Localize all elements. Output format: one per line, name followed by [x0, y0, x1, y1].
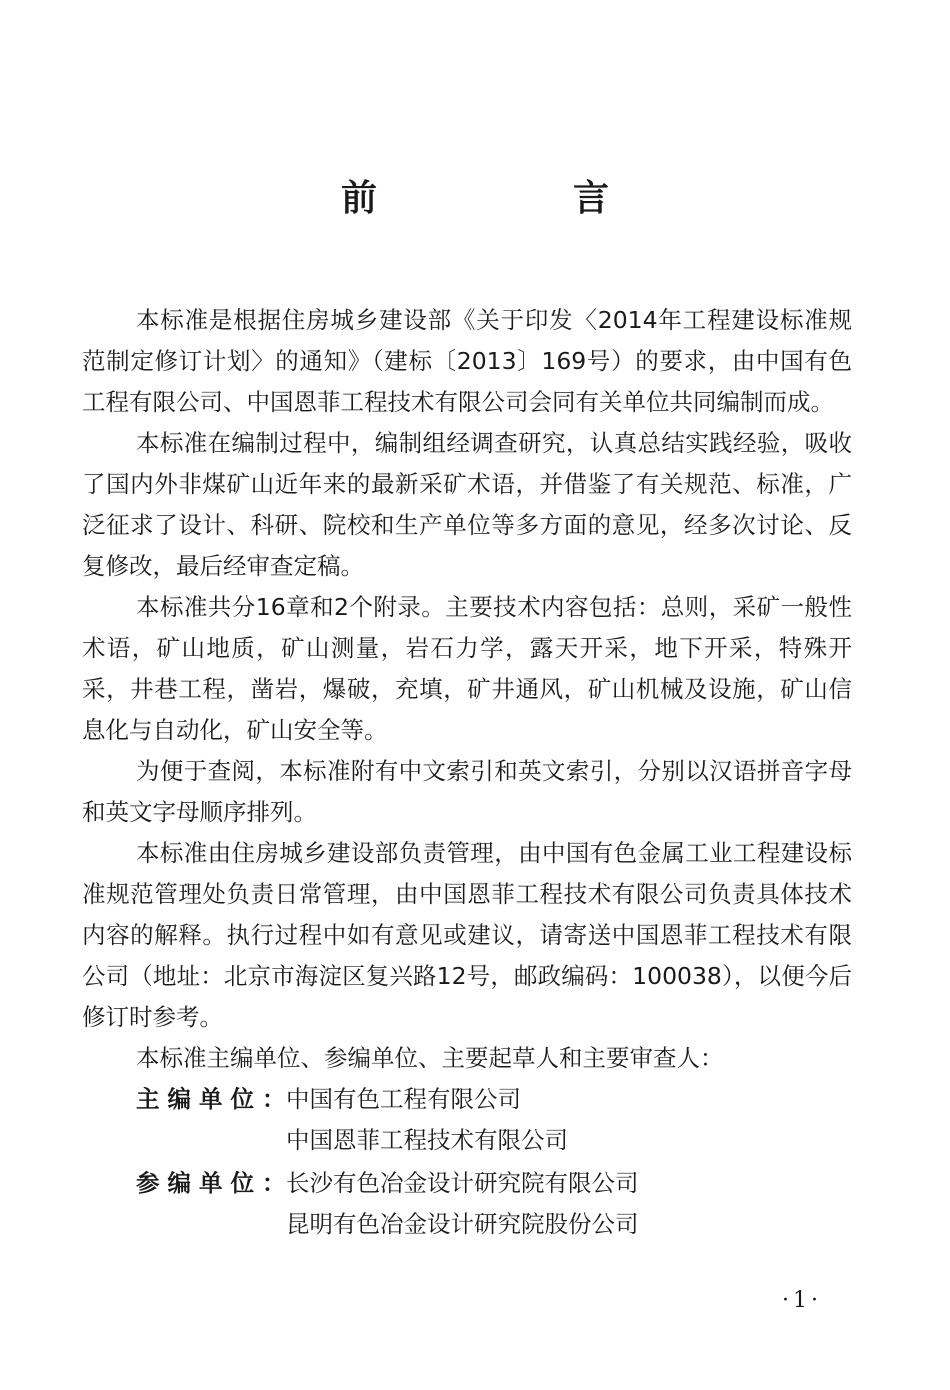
chief-units-names — [286, 1079, 568, 1161]
participating-units-row — [82, 1163, 852, 1245]
unit-name: 中国恩菲工程技术有限公司 — [286, 1126, 568, 1154]
paragraph: 本标准是根据住房城乡建设部《关于印发〈2014年工程建设标准规范制定修订计划〉的通知》（建标〔2013〕169号）的要求，由中国有色工程有限公司、中国恩菲工程技术有限公司会同有关单位共同编制而成。 — [82, 306, 852, 416]
paragraph: 本标准主编单位、参编单位、主要起草人和主要审查人： — [136, 1044, 724, 1072]
paragraph: 本标准由住房城乡建设部负责管理，由中国有色金属工业工程建设标准规范管理处负责日常管理，由中国恩菲工程技术有限公司负责具体技术内容的解释。执行过程中如有意见或建议，请寄送中国恩菲工程技术有限公司（地址：北京市海淀区复兴路12号，邮政编码：100038），以便今后修订时参考。 — [82, 839, 852, 1031]
page-number: ·1· — [782, 1288, 822, 1313]
units-list — [82, 1079, 852, 1245]
participating-units-label: 参编单位： — [136, 1169, 294, 1197]
paragraph: 本标准共分16章和2个附录。主要技术内容包括：总则，采矿一般性术语，矿山地质，矿山测量，岩石力学，露天开采，地下开采，特殊开采，井巷工程，凿岩，爆破，充填，矿井通风，矿山机械及设施，矿山信息化与自动化，矿山安全等。 — [82, 593, 852, 744]
unit-name: 中国有色工程有限公司 — [286, 1085, 521, 1113]
paragraph: 为便于查阅，本标准附有中文索引和英文索引，分别以汉语拼音字母和英文字母顺序排列。 — [82, 757, 852, 826]
paragraph: 本标准在编制过程中，编制组经调查研究，认真总结实践经验，吸收了国内外非煤矿山近年来的最新采矿术语，并借鉴了有关规范、标准，广泛征求了设计、科研、院校和生产单位等多方面的意见，经多次讨论、反复修改，最后经审查定稿。 — [82, 429, 852, 580]
unit-name: 长沙有色冶金设计研究院有限公司 — [286, 1169, 639, 1197]
chief-units-row — [82, 1079, 852, 1161]
chief-units-label: 主编单位： — [136, 1085, 294, 1113]
body-text — [82, 300, 852, 1245]
page-title: 前 言 — [340, 178, 689, 219]
unit-name: 昆明有色冶金设计研究院股份公司 — [286, 1210, 639, 1238]
participating-units-names — [286, 1163, 639, 1245]
